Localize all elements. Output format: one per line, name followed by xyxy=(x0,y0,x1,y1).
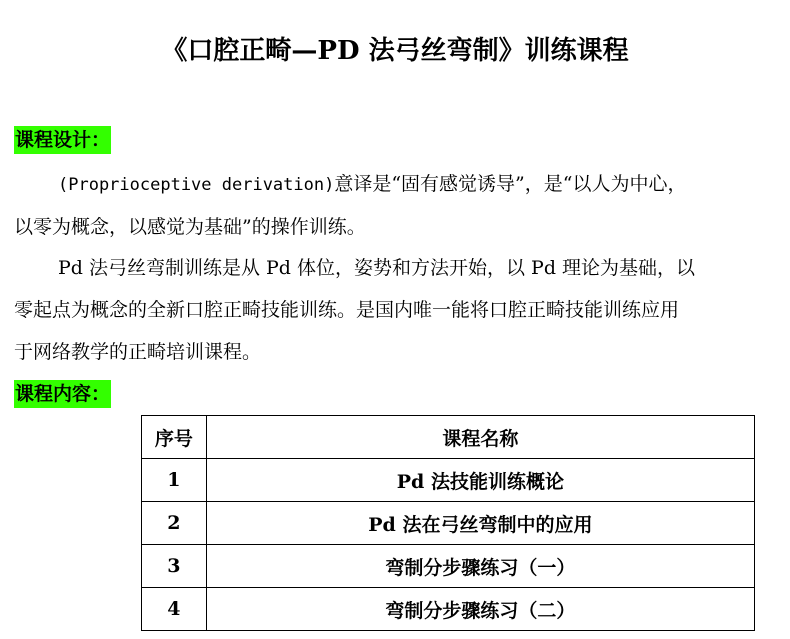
paragraph-definition-line-1 xyxy=(14,163,766,206)
paragraph-description-line-3: 于网络教学的正畸培训课程。 xyxy=(14,341,262,363)
cell-number: 2 xyxy=(142,502,207,545)
definition-text: 意译是“固有感觉诱导”，是“以人为中心， xyxy=(334,173,687,195)
paragraph-description xyxy=(14,247,766,373)
definition-term: (Proprioceptive derivation) xyxy=(58,175,335,195)
section-heading-course-design: 课程设计： xyxy=(14,126,111,154)
table-row xyxy=(142,502,755,545)
cell-number: 4 xyxy=(142,588,207,631)
table-row xyxy=(142,588,755,631)
section-heading-course-content: 课程内容： xyxy=(14,380,111,408)
cell-course-name: Pd 法在弓丝弯制中的应用 xyxy=(206,502,754,545)
column-header-course-name: 课程名称 xyxy=(206,416,754,459)
table-header-row xyxy=(142,416,755,459)
document-title: 《口腔正畸—PD 法弓丝弯制》训练课程 xyxy=(161,36,629,66)
cell-number: 3 xyxy=(142,545,207,588)
cell-course-name: 弯制分步骤练习（一） xyxy=(206,545,754,588)
paragraph-description-line-1: Pd 法弓丝弯制训练是从 Pd 体位，姿势和方法开始，以 Pd 理论为基础，以 xyxy=(58,257,696,279)
cell-course-name: Pd 法技能训练概论 xyxy=(206,459,754,502)
table-row xyxy=(142,459,755,502)
paragraph-definition-line-2: 以零为概念，以感觉为基础”的操作训练。 xyxy=(14,216,366,238)
paragraph-description-line-2: 零起点为概念的全新口腔正畸技能训练。是国内唯一能将口腔正畸技能训练应用 xyxy=(14,299,680,321)
paragraph-definition xyxy=(14,163,766,248)
cell-number: 1 xyxy=(142,459,207,502)
course-table xyxy=(141,415,755,631)
table-row xyxy=(142,545,755,588)
column-header-number: 序号 xyxy=(142,416,207,459)
cell-course-name: 弯制分步骤练习（二） xyxy=(206,588,754,631)
